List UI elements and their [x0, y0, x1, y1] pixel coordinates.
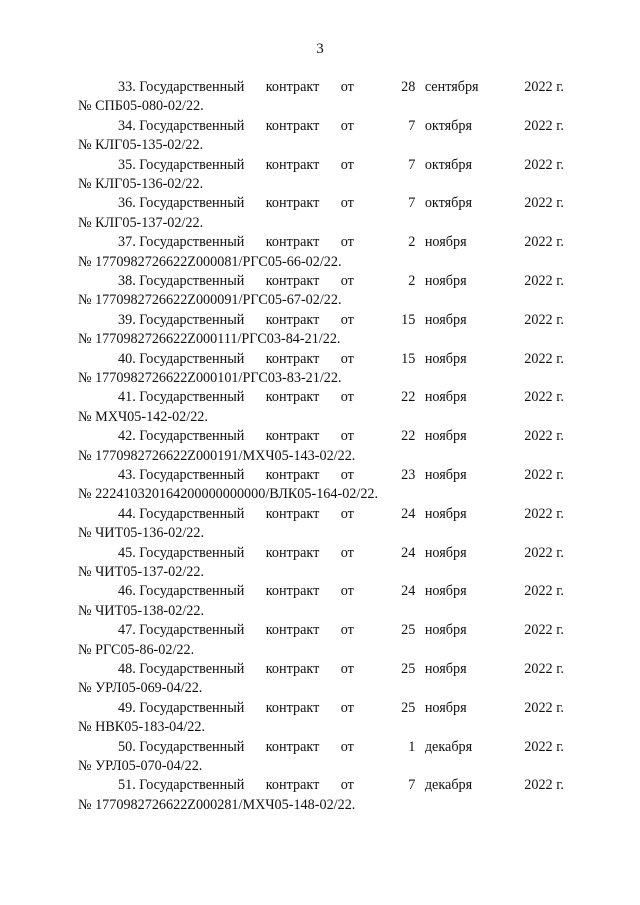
entry-date — [375, 621, 503, 640]
entry-type: Государственный — [139, 311, 245, 328]
entry-type: Государственный — [139, 79, 245, 95]
entry-contract-id: № 1770982726622Z000101/РГС03-83-21/22. — [78, 369, 342, 386]
entry-number: 35. — [118, 156, 136, 173]
contract-entry — [78, 776, 564, 815]
entry-month: декабря — [424, 738, 473, 755]
entry-year: 2022 г. — [524, 544, 564, 561]
entry-contract-id: № КЛГ05-136-02/22. — [78, 176, 204, 192]
entry-word-from: от — [340, 466, 354, 483]
entry-word-contract: контракт — [265, 195, 320, 212]
entry-first-line — [78, 194, 564, 213]
contract-entry — [78, 311, 564, 350]
entry-month: ноября — [424, 311, 467, 328]
entry-day: 23 — [401, 466, 416, 483]
entry-contract-id: № НВК05-183-04/22. — [78, 719, 206, 736]
entry-day: 1 — [408, 738, 416, 755]
contract-entry — [78, 156, 564, 195]
entry-word-from: от — [340, 428, 354, 445]
entry-word-contract: контракт — [265, 428, 320, 445]
entry-first-line — [78, 78, 564, 97]
entry-heading — [118, 466, 244, 485]
entry-word-from: от — [340, 350, 354, 367]
entry-number: 36. — [118, 195, 136, 212]
entry-word-contract: контракт — [265, 350, 320, 367]
entry-month: ноября — [424, 699, 467, 716]
entry-number: 49. — [118, 699, 136, 716]
entry-word-contract: контракт — [265, 583, 320, 600]
entry-word-from: от — [340, 777, 354, 794]
entry-day: 25 — [401, 660, 416, 677]
entry-word-from: от — [340, 195, 354, 212]
entry-heading — [118, 660, 244, 679]
entry-year: 2022 г. — [524, 466, 564, 483]
entry-contract-id: № УРЛ05-070-04/22. — [78, 757, 203, 774]
entry-contract-id: № 222410320164200000000000/ВЛК05-164-02/22. — [78, 486, 379, 503]
entry-first-line — [78, 311, 564, 330]
entry-day: 15 — [401, 311, 416, 328]
entry-contract-id: № УРЛ05-069-04/22. — [78, 680, 203, 697]
entry-number: 47. — [118, 622, 136, 639]
contract-entry — [78, 660, 564, 699]
entry-year: 2022 г. — [524, 389, 564, 406]
entry-first-line — [78, 582, 564, 601]
contract-list — [78, 78, 564, 815]
entry-day: 22 — [401, 428, 416, 445]
entry-contract-id: № 1770982726622Z000111/РГС03-84-21/22. — [78, 331, 341, 348]
entry-type: Государственный — [139, 466, 245, 483]
entry-word-from: от — [340, 660, 354, 677]
entry-year: 2022 г. — [524, 699, 564, 716]
entry-number: 37. — [118, 234, 136, 251]
entry-type: Государственный — [139, 622, 245, 639]
entry-contract-id: № 1770982726622Z000281/МХЧ05-148-02/22. — [78, 796, 356, 813]
entry-year: 2022 г. — [524, 505, 564, 522]
entry-first-line — [78, 466, 564, 485]
entry-day: 7 — [408, 117, 416, 134]
entry-word-from: от — [340, 505, 354, 522]
entry-month: ноября — [424, 234, 467, 251]
entry-day: 15 — [401, 350, 416, 367]
entry-year: 2022 г. — [524, 195, 564, 212]
entry-first-line — [78, 776, 564, 795]
entry-month: ноября — [424, 272, 467, 289]
entry-first-line — [78, 544, 564, 563]
entry-year: 2022 г. — [524, 79, 564, 95]
entry-type: Государственный — [139, 583, 245, 600]
entry-first-line — [78, 505, 564, 524]
entry-heading — [118, 776, 244, 795]
entry-day: 24 — [401, 583, 416, 600]
entry-heading — [118, 427, 244, 446]
entry-date — [375, 117, 503, 136]
entry-heading — [118, 194, 244, 213]
entry-type: Государственный — [139, 195, 245, 212]
entry-first-line — [78, 699, 564, 718]
entry-type: Государственный — [139, 699, 245, 716]
entry-contract-id: № МХЧ05-142-02/22. — [78, 408, 208, 425]
entry-number: 51. — [118, 777, 136, 794]
entry-number: 33. — [118, 79, 136, 95]
entry-number: 43. — [118, 466, 136, 483]
entry-type: Государственный — [139, 389, 245, 406]
entry-word-contract: контракт — [265, 699, 320, 716]
entry-word-from: от — [340, 699, 354, 716]
entry-word-from: от — [340, 389, 354, 406]
entry-word-contract: контракт — [265, 311, 320, 328]
entry-month: сентября — [424, 79, 479, 95]
entry-day: 7 — [408, 195, 416, 212]
contract-entry — [78, 544, 564, 583]
entry-word-contract: контракт — [265, 389, 320, 406]
entry-date — [375, 156, 503, 175]
contract-entry — [78, 272, 564, 311]
entry-first-line — [78, 233, 564, 252]
entry-contract-id: № СПБ05-080-02/22. — [78, 98, 204, 115]
entry-month: ноября — [424, 428, 467, 445]
entry-date — [375, 194, 503, 213]
entry-year: 2022 г. — [524, 234, 564, 251]
entry-heading — [118, 388, 244, 407]
entry-type: Государственный — [139, 777, 245, 794]
entry-year: 2022 г. — [524, 660, 564, 677]
entry-heading — [118, 544, 244, 563]
entry-first-line — [78, 660, 564, 679]
entry-first-line — [78, 738, 564, 757]
page-number: 3 — [316, 41, 324, 57]
entry-date — [375, 388, 503, 407]
entry-word-from: от — [340, 622, 354, 639]
entry-month: декабря — [424, 777, 473, 794]
entry-word-from: от — [340, 583, 354, 600]
contract-entry — [78, 427, 564, 466]
entry-day: 25 — [401, 699, 416, 716]
entry-contract-id: № КЛГ05-137-02/22. — [78, 214, 204, 231]
contract-entry — [78, 621, 564, 660]
entry-contract-id: № КЛГ05-135-02/22. — [78, 137, 204, 154]
entry-date — [375, 738, 503, 757]
entry-day: 24 — [401, 505, 416, 522]
entry-number: 44. — [118, 505, 136, 522]
entry-year: 2022 г. — [524, 583, 564, 600]
entry-day: 7 — [408, 777, 416, 794]
entry-number: 50. — [118, 738, 136, 755]
contract-entry — [78, 582, 564, 621]
entry-first-line — [78, 427, 564, 446]
entry-contract-id: № ЧИТ05-136-02/22. — [78, 525, 204, 542]
entry-heading — [118, 699, 244, 718]
entry-date — [375, 272, 503, 291]
entry-first-line — [78, 272, 564, 291]
entry-month: ноября — [424, 505, 467, 522]
entry-heading — [118, 582, 244, 601]
entry-contract-id: № 1770982726622Z000091/РГС05-67-02/22. — [78, 292, 342, 309]
entry-contract-id: № РГС05-86-02/22. — [78, 641, 195, 658]
entry-word-from: от — [340, 117, 354, 134]
entry-month: ноября — [424, 466, 467, 483]
contract-entry — [78, 466, 564, 505]
entry-word-contract: контракт — [265, 79, 320, 95]
entry-year: 2022 г. — [524, 777, 564, 794]
entry-year: 2022 г. — [524, 311, 564, 328]
entry-date — [375, 311, 503, 330]
entry-date — [375, 350, 503, 369]
entry-date — [375, 544, 503, 563]
entry-word-from: от — [340, 156, 354, 173]
contract-entry — [78, 699, 564, 738]
entry-month: ноября — [424, 622, 467, 639]
entry-year: 2022 г. — [524, 272, 564, 289]
entry-contract-id: № ЧИТ05-137-02/22. — [78, 563, 204, 580]
entry-word-contract: контракт — [265, 660, 320, 677]
entry-word-contract: контракт — [265, 234, 320, 251]
entry-month: ноября — [424, 583, 467, 600]
entry-year: 2022 г. — [524, 117, 564, 134]
entry-heading — [118, 311, 244, 330]
entry-heading — [118, 350, 244, 369]
entry-number: 40. — [118, 350, 136, 367]
entry-word-contract: контракт — [265, 777, 320, 794]
entry-day: 22 — [401, 389, 416, 406]
entry-heading — [118, 233, 244, 252]
entry-word-contract: контракт — [265, 156, 320, 173]
entry-day: 28 — [401, 79, 416, 95]
contract-entry — [78, 388, 564, 427]
contract-entry — [78, 194, 564, 233]
entry-month: октября — [424, 195, 473, 212]
entry-type: Государственный — [139, 428, 245, 445]
entry-date — [375, 466, 503, 485]
entry-word-contract: контракт — [265, 544, 320, 561]
entry-year: 2022 г. — [524, 156, 564, 173]
entry-day: 7 — [408, 156, 416, 173]
entry-month: ноября — [424, 350, 467, 367]
entry-day: 24 — [401, 544, 416, 561]
entry-date — [375, 776, 503, 795]
entry-first-line — [78, 388, 564, 407]
entry-month: октября — [424, 156, 473, 173]
entry-word-from: от — [340, 738, 354, 755]
entry-first-line — [78, 350, 564, 369]
entry-date — [375, 78, 503, 97]
entry-word-contract: контракт — [265, 466, 320, 483]
entry-type: Государственный — [139, 544, 245, 561]
entry-first-line — [78, 156, 564, 175]
entry-number: 46. — [118, 583, 136, 600]
entry-number: 39. — [118, 311, 136, 328]
entry-month: ноября — [424, 389, 467, 406]
contract-entry — [78, 78, 564, 117]
entry-word-contract: контракт — [265, 272, 320, 289]
entry-first-line — [78, 621, 564, 640]
entry-number: 41. — [118, 389, 136, 406]
entry-type: Государственный — [139, 660, 245, 677]
entry-contract-id: № ЧИТ05-138-02/22. — [78, 602, 204, 619]
entry-year: 2022 г. — [524, 738, 564, 755]
entry-heading — [118, 621, 244, 640]
entry-heading — [118, 78, 244, 97]
entry-heading — [118, 272, 244, 291]
entry-day: 2 — [408, 272, 416, 289]
entry-word-from: от — [340, 234, 354, 251]
entry-contract-id: № 1770982726622Z000081/РГС05-66-02/22. — [78, 253, 342, 270]
entry-date — [375, 582, 503, 601]
entry-type: Государственный — [139, 738, 245, 755]
entry-number: 48. — [118, 660, 136, 677]
contract-entry — [78, 505, 564, 544]
entry-heading — [118, 117, 244, 136]
entry-year: 2022 г. — [524, 428, 564, 445]
entry-number: 38. — [118, 272, 136, 289]
entry-word-from: от — [340, 544, 354, 561]
entry-word-from: от — [340, 272, 354, 289]
entry-year: 2022 г. — [524, 350, 564, 367]
entry-number: 42. — [118, 428, 136, 445]
entry-date — [375, 505, 503, 524]
entry-word-from: от — [340, 79, 354, 95]
entry-type: Государственный — [139, 350, 245, 367]
entry-number: 34. — [118, 117, 136, 134]
entry-date — [375, 427, 503, 446]
entry-word-from: от — [340, 311, 354, 328]
entry-type: Государственный — [139, 117, 245, 134]
entry-first-line — [78, 117, 564, 136]
entry-date — [375, 660, 503, 679]
entry-contract-id: № 1770982726622Z000191/МХЧ05-143-02/22. — [78, 447, 356, 464]
entry-day: 25 — [401, 622, 416, 639]
entry-date — [375, 699, 503, 718]
entry-type: Государственный — [139, 156, 245, 173]
entry-word-contract: контракт — [265, 738, 320, 755]
entry-number: 45. — [118, 544, 136, 561]
contract-entry — [78, 738, 564, 777]
contract-entry — [78, 350, 564, 389]
contract-entry — [78, 233, 564, 272]
entry-type: Государственный — [139, 234, 245, 251]
entry-word-contract: контракт — [265, 622, 320, 639]
entry-type: Государственный — [139, 505, 245, 522]
entry-year: 2022 г. — [524, 622, 564, 639]
entry-month: ноября — [424, 544, 467, 561]
entry-month: ноября — [424, 660, 467, 677]
entry-type: Государственный — [139, 272, 245, 289]
entry-heading — [118, 156, 244, 175]
entry-date — [375, 233, 503, 252]
entry-heading — [118, 505, 244, 524]
entry-day: 2 — [408, 234, 416, 251]
entry-word-contract: контракт — [265, 505, 320, 522]
contract-entry — [78, 117, 564, 156]
entry-word-contract: контракт — [265, 117, 320, 134]
entry-month: октября — [424, 117, 473, 134]
entry-heading — [118, 738, 244, 757]
